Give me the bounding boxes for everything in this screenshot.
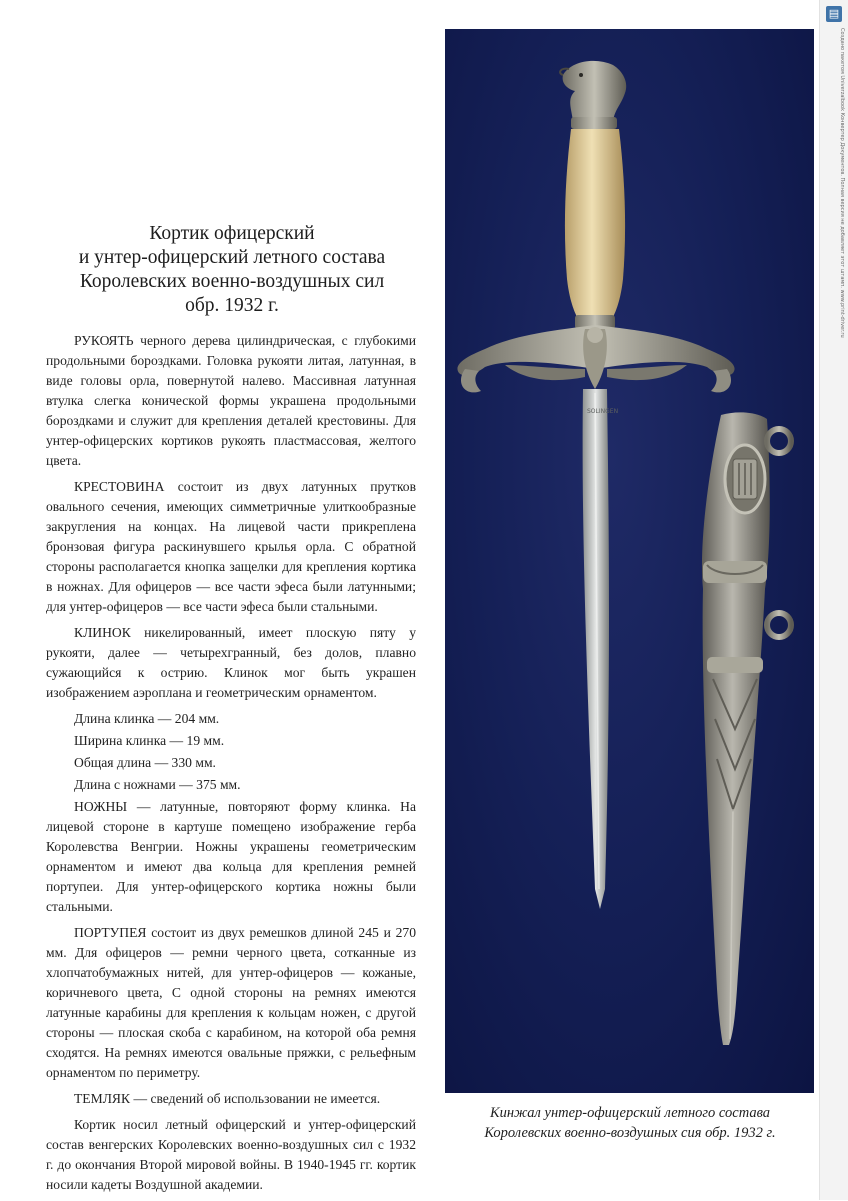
paragraph-history: Кортик носил летный офицерский и унтер-офицерский состав венгерских Королевских военно-воздушных сил с 1932 г. до окончания Второй мировой войны. В 1940-1945 гг. кортик носили кадеты Воздушной академии. [46, 1117, 416, 1192]
converter-stamp-text: Создано пакетом Univerzalbook Конвертер Документов. Полная версия не добавляет этот штамп. www.print-driver.ru [839, 28, 845, 338]
dagger-photo [445, 29, 814, 1093]
article-title [56, 222, 408, 318]
caption-line: Кинжал унтер-офицерский летного состава [489, 1105, 771, 1121]
dagger-handle [565, 129, 625, 317]
paragraph-blade: КЛИНОК никелированный, имеет плоскую пяту у рукояти, далее — четырехгранный, без долов, плавно сужающийся к острию. Клинок мог быть украшен изображением аэроплана и геометрическим орнаментом. [46, 625, 416, 700]
article-body [46, 331, 416, 1201]
converter-logo-icon: ▤ [826, 6, 842, 22]
dagger-crossguard [457, 325, 734, 392]
dagger-scabbard [702, 412, 791, 1045]
paragraph-scabbard: НОЖНЫ — латунные, повторяют форму клинка. На лицевой стороне в картуше помещено изображение герба Королевства Венгрии. Ножны украшены геометрическим орнаментом и имеют два кольца для крепления ремней портупеи. Для унтер-офицерского кортика ножны были стальными. [46, 799, 416, 914]
converter-stamp-strip [819, 0, 848, 1200]
title-line: и унтер-офицерский летного состава [78, 247, 386, 268]
caption-line: Королевских военно-воздушных сия обр. 1932 г. [484, 1125, 776, 1141]
title-line: Королевских военно-воздушных сил [79, 271, 385, 292]
title-line: обр. 1932 г. [185, 295, 279, 316]
paragraph-knot: ТЕМЛЯК — сведений об использовании не имеется. [74, 1091, 381, 1106]
photo-caption [448, 1103, 812, 1143]
eagle-pommel [560, 61, 626, 129]
spec-blade-width: Ширина клинка — 19 мм. [74, 733, 225, 748]
spec-total-length: Общая длина — 330 мм. [74, 755, 216, 770]
spec-blade-length: Длина клинка — 204 мм. [74, 711, 220, 726]
title-line: Кортик офицерский [149, 223, 315, 244]
paragraph-crossguard: КРЕСТОВИНА состоит из двух латунных прутков овального сечения, имеющих симметричные улиткообразные закругления на концах. На лицевой части прикреплена бронзовая фигура раскинувшего крылья орла. С обратной стороны располагается кнопка защелки для крепления кортика в ножнах. Для офицеров — все части эфеса были латунными; для унтер-офицеров — все части эфеса были стальными. [46, 479, 416, 614]
svg-text:SOLINGEN: SOLINGEN [587, 408, 619, 415]
dagger-illustration [445, 29, 814, 1093]
spec-length-with-scabbard: Длина с ножнами — 375 мм. [74, 777, 241, 792]
paragraph-handle: РУКОЯТЬ черного дерева цилиндрическая, с глубокими продольными бороздками. Головка рукояти литая, латунная, в виде головы орла, повернутой налево. Массивная латунная втулка слегка конической формы украшена продольными бороздками и служит для крепления деталей крестовины. Для унтер-офицерских кортиков рукоять пластмассовая, желтого цвета. [46, 333, 416, 468]
paragraph-belt: ПОРТУПЕЯ состоит из двух ремешков длиной 245 и 270 мм. Для офицеров — ремни черного цвета, сотканные из хлопчатобумажных нитей, для унтер-офицеров — кожаные, коричневого цвета, С одной стороны на ремнях имеются латунные карабины для крепления к кольцам ножен, с другой стороны — плоская скоба с карабином, на которой оба ремня сходятся. На ремнях имеются овальные пряжки, с рельефным орнаментом по периметру. [46, 925, 416, 1080]
